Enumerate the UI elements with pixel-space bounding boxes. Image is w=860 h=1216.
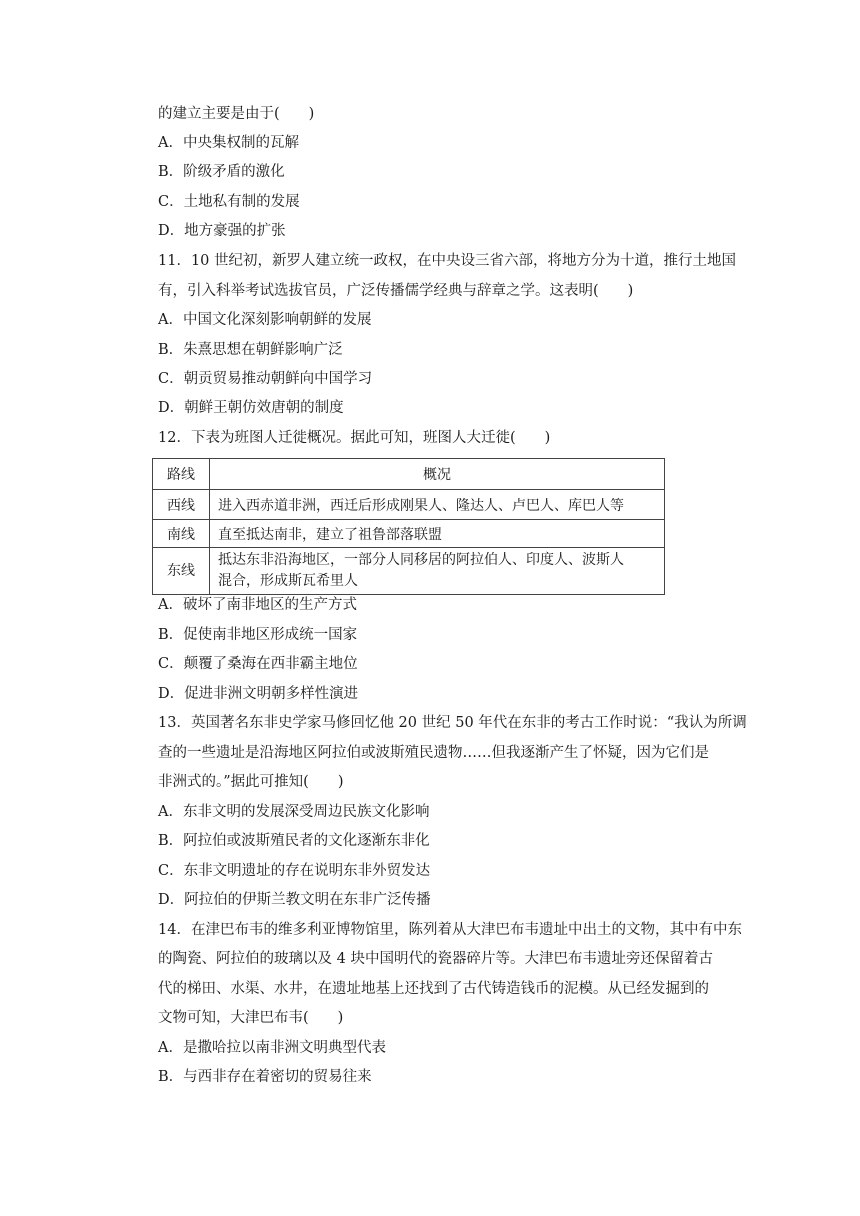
table-header-route: 路线	[153, 459, 210, 490]
q11-option-d: D．朝鲜王朝仿效唐朝的制度	[158, 400, 344, 416]
q14-stem-line4: 文物可知，大津巴布韦( )	[158, 1010, 344, 1026]
q13-option-d: D．阿拉伯的伊斯兰教文明在东非广泛传播	[158, 892, 431, 908]
table-header-overview: 概况	[210, 459, 665, 490]
q13-stem-line3: 非洲式的。”据此可推知( )	[158, 774, 344, 790]
table-row	[153, 490, 665, 520]
q12-stem: 12．下表为班图人迁徙概况。据此可知，班图人大迁徙( )	[158, 430, 551, 446]
q12-option-c: C．颠覆了桑海在西非霸主地位	[158, 656, 358, 672]
q12-option-b: B．促使南非地区形成统一国家	[158, 627, 358, 643]
q14-stem-line3: 代的梯田、水渠、水井，在遗址地基上还找到了古代铸造钱币的泥模。从已经发掘到的	[158, 981, 709, 997]
q13-stem-line2: 查的一些遗址是沿海地区阿拉伯或波斯殖民遗物……但我逐渐产生了怀疑，因为它们是	[158, 745, 709, 761]
q12-option-a: A．破坏了南非地区的生产方式	[158, 597, 357, 613]
table-row	[153, 520, 665, 548]
table-header-row	[153, 459, 665, 490]
q13-option-a: A．东非文明的发展深受周边民族文化影响	[158, 804, 430, 820]
q13-option-c: C．东非文明遗址的存在说明东非外贸发达	[158, 863, 431, 879]
q14-stem-line2: 的陶瓷、阿拉伯的玻璃以及 4 块中国明代的瓷器碎片等。大津巴布韦遗址旁还保留着古	[158, 951, 713, 967]
q11-option-c: C．朝贡贸易推动朝鲜向中国学习	[158, 371, 373, 387]
table-cell-route: 西线	[153, 490, 210, 520]
table-cell-desc: 进入西赤道非洲，西迁后形成刚果人、隆达人、卢巴人、库巴人等	[210, 490, 665, 520]
q10-option-a: A．中央集权制的瓦解	[158, 135, 299, 151]
q11-stem-line2: 有，引入科举考试选拔官员，广泛传播儒学经典与辞章之学。这表明( )	[158, 283, 634, 299]
table-cell-route: 东线	[153, 548, 210, 595]
q10-option-b: B．阶级矛盾的激化	[158, 164, 285, 180]
q13-option-b: B．阿拉伯或波斯殖民者的文化逐渐东非化	[158, 833, 430, 849]
q10-option-c: C．土地私有制的发展	[158, 194, 300, 210]
q10-option-d: D．地方豪强的扩张	[158, 223, 286, 239]
q13-stem-line1: 13．英国著名东非史学家马修回忆他 20 世纪 50 年代在东非的考古工作时说：“我认为所调	[158, 715, 747, 731]
q10-stem: 的建立主要是由于( )	[158, 106, 315, 122]
table-cell-desc-line1: 抵达东非沿海地区，一部分人同移居的阿拉伯人、印度人、波斯人	[218, 552, 624, 568]
table-cell-desc	[210, 548, 665, 595]
table-cell-route: 南线	[153, 520, 210, 548]
table-cell-desc: 直至抵达南非，建立了祖鲁部落联盟	[210, 520, 665, 548]
q11-option-b: B．朱熹思想在朝鲜影响广泛	[158, 342, 343, 358]
q14-option-a: A．是撒哈拉以南非洲文明典型代表	[158, 1040, 386, 1056]
migration-table	[152, 458, 665, 595]
q11-stem-line1: 11．10 世纪初，新罗人建立统一政权，在中央设三省六部，将地方分为十道，推行土地国	[158, 253, 737, 269]
q11-option-a: A．中国文化深刻影响朝鲜的发展	[158, 312, 372, 328]
q12-option-d: D．促进非洲文明朝多样性演进	[158, 686, 359, 702]
q14-option-b: B．与西非存在着密切的贸易往来	[158, 1069, 372, 1085]
q14-stem-line1: 14．在津巴布韦的维多利亚博物馆里，陈列着从大津巴布韦遗址中出土的文物，其中有中东	[158, 922, 742, 938]
table-row	[153, 548, 665, 595]
table-cell-desc-line2: 混合，形成斯瓦希里人	[218, 573, 358, 589]
